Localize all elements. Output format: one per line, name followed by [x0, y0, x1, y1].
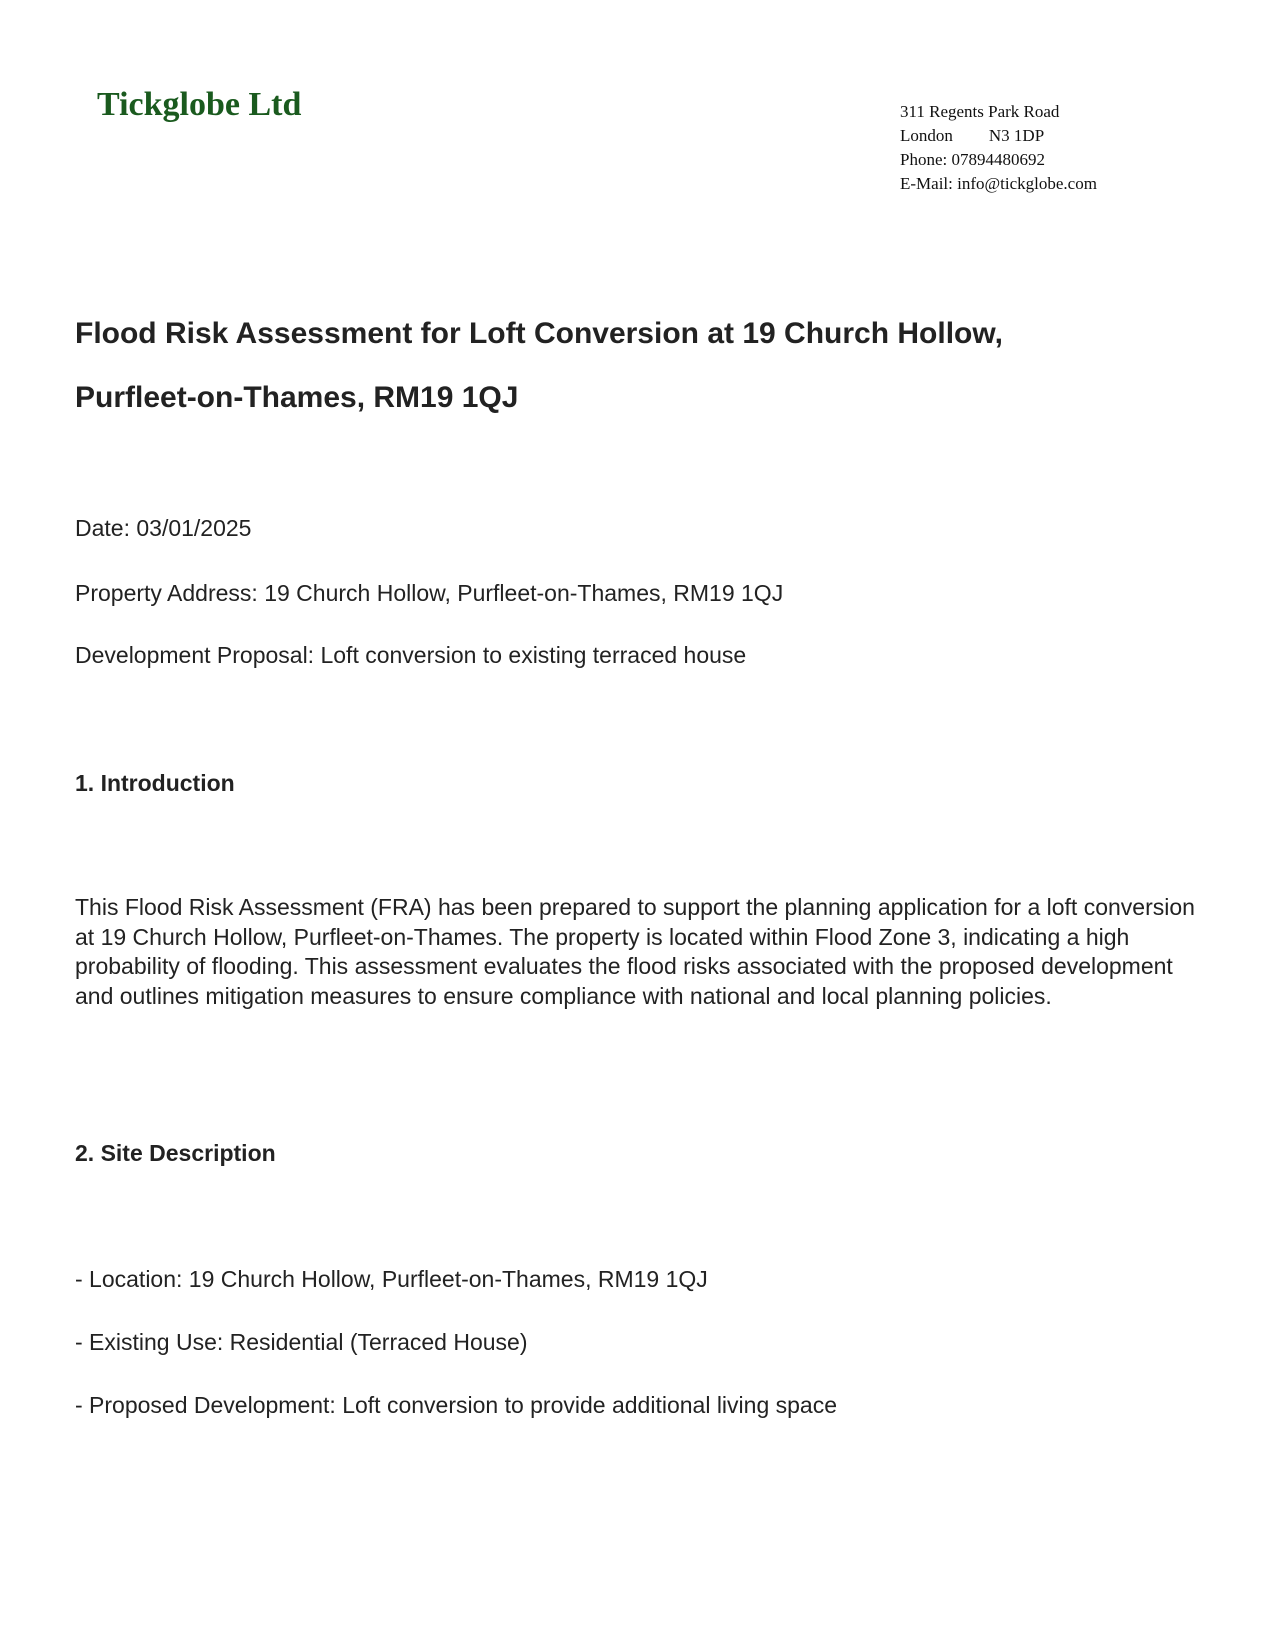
address-street: 311 Regents Park Road: [900, 102, 1060, 121]
document-title-line-1: Flood Risk Assessment for Loft Conversion at 19 Church Hollow,: [75, 317, 1003, 350]
address-city: London: [900, 126, 953, 145]
property-address: Property Address: 19 Church Hollow, Purfleet-on-Thames, RM19 1QJ: [75, 580, 784, 606]
site-description-item-existing-use: - Existing Use: Residential (Terraced House): [75, 1329, 528, 1355]
introduction-paragraph: This Flood Risk Assessment (FRA) has been prepared to support the planning application for a loft conversion at 19 Church Hollow, Purfleet-on-Thames. The property is located within Flood Zone 3, indicating a high probability of flooding. This assessment evaluates the flood risks associated with the proposed development and outlines mitigation measures to ensure compliance with national and local planning policies.: [75, 894, 1195, 1009]
company-name: Tickglobe Ltd: [97, 86, 302, 123]
section-heading-site-description: 2. Site Description: [75, 1140, 276, 1166]
section-heading-introduction: 1. Introduction: [75, 770, 235, 796]
site-description-item-proposed-development: - Proposed Development: Loft conversion to provide additional living space: [75, 1392, 837, 1418]
document-title: [75, 302, 1205, 430]
development-proposal: Development Proposal: Loft conversion to existing terraced house: [75, 642, 747, 668]
company-address-block: [900, 100, 1097, 196]
company-phone: Phone: 07894480692: [900, 150, 1045, 169]
document-date: Date: 03/01/2025: [75, 515, 252, 541]
address-city-line: [900, 124, 1097, 148]
company-email: E-Mail: info@tickglobe.com: [900, 174, 1097, 193]
address-postcode: N3 1DP: [988, 126, 1045, 145]
site-description-item-location: - Location: 19 Church Hollow, Purfleet-on-Thames, RM19 1QJ: [75, 1266, 708, 1292]
document-title-line-2: Purfleet-on-Thames, RM19 1QJ: [75, 381, 519, 414]
